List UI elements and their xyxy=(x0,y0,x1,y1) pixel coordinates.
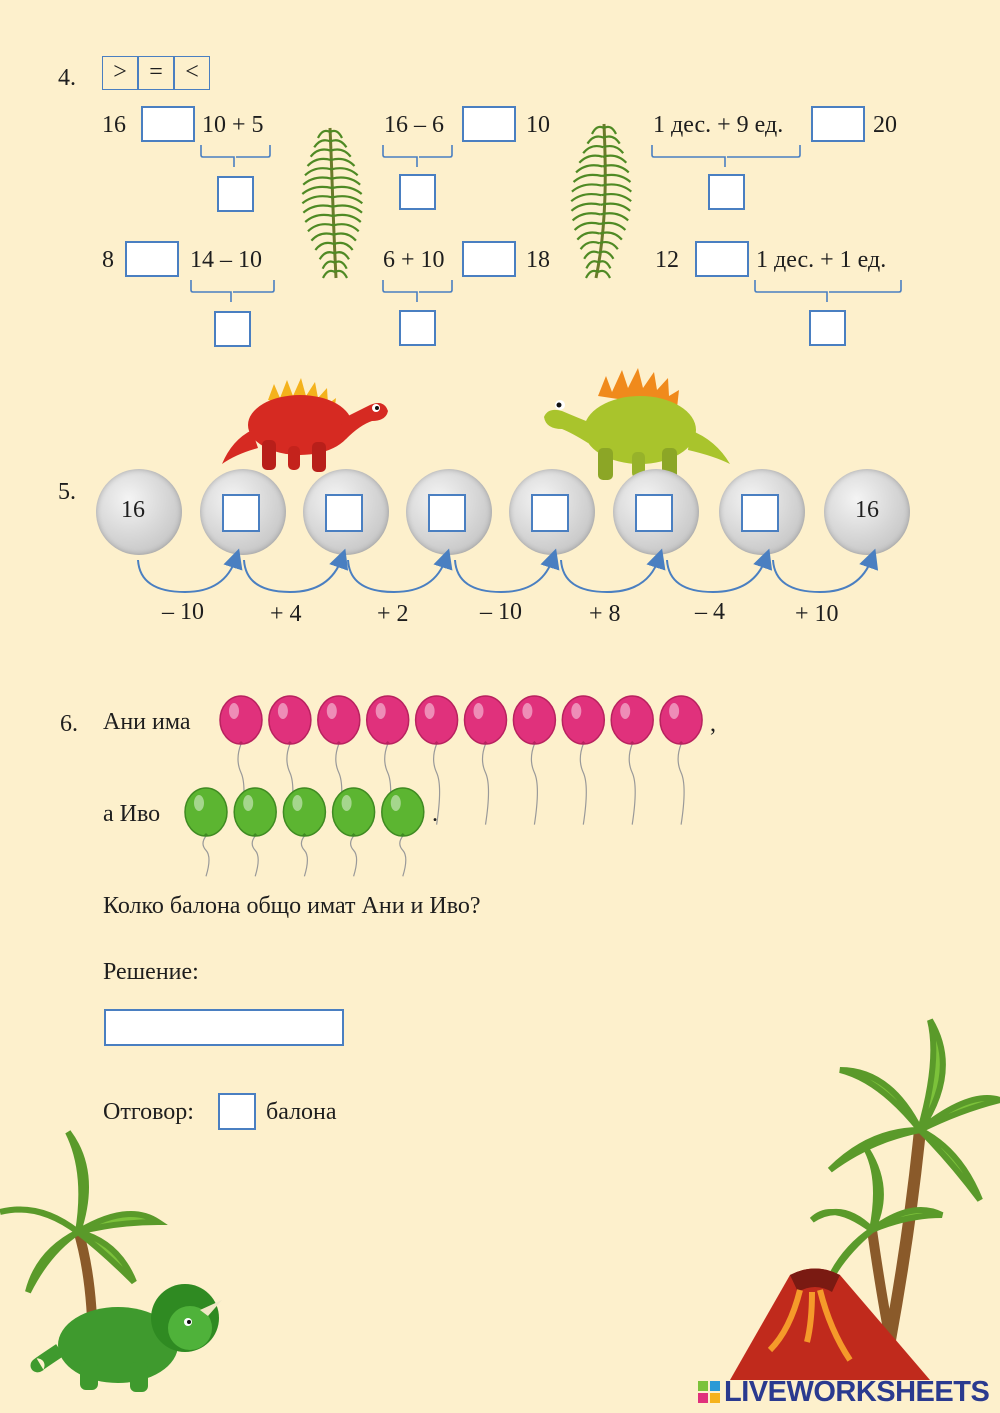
ani-end: , xyxy=(710,711,716,737)
r2a-left: 8 xyxy=(102,247,114,273)
r2b-right: 18 xyxy=(526,247,550,273)
liveworksheets-logo-icon xyxy=(698,1381,720,1403)
op-6: – 4 xyxy=(695,599,725,625)
triceratops-icon xyxy=(38,1284,223,1392)
answer-label: Отговор: xyxy=(103,1099,194,1125)
coin-start-value: 16 xyxy=(121,497,145,523)
answer-unit: балона xyxy=(266,1099,337,1125)
r1b-right: 10 xyxy=(526,112,550,138)
op-3: + 2 xyxy=(377,601,409,627)
op-5: + 8 xyxy=(589,601,621,627)
op-1: – 10 xyxy=(162,599,204,625)
r2c-left: 12 xyxy=(655,247,679,273)
ivo-text: а Иво xyxy=(103,801,161,827)
task4-number: 4. xyxy=(58,65,76,91)
r1a-left: 16 xyxy=(102,112,126,138)
op-4: – 10 xyxy=(480,599,522,625)
r2b-left: 6 + 10 xyxy=(383,247,445,273)
watermark: LIVEWORKSHEETS xyxy=(724,1376,990,1408)
r1a-right: 10 + 5 xyxy=(202,112,264,138)
task5-number: 5. xyxy=(58,479,76,505)
task6-number: 6. xyxy=(60,711,78,737)
coin-end-value: 16 xyxy=(855,497,879,523)
op-2: + 4 xyxy=(270,601,302,627)
ivo-end: . xyxy=(432,801,438,827)
symbol-greater: > xyxy=(102,56,138,90)
symbol-equal: = xyxy=(138,56,174,90)
op-7: + 10 xyxy=(795,601,839,627)
question: Колко балона общо имат Ани и Иво? xyxy=(103,893,481,919)
solution-label: Решение: xyxy=(103,959,199,985)
r2c-right: 1 дес. + 1 ед. xyxy=(756,247,887,273)
r1b-left: 16 – 6 xyxy=(384,112,444,138)
r2a-right: 14 – 10 xyxy=(190,247,262,273)
r1c-left: 1 дес. + 9 ед. xyxy=(653,112,784,138)
ani-text: Ани има xyxy=(103,709,191,735)
r1c-right: 20 xyxy=(873,112,897,138)
symbol-less: < xyxy=(174,56,210,90)
